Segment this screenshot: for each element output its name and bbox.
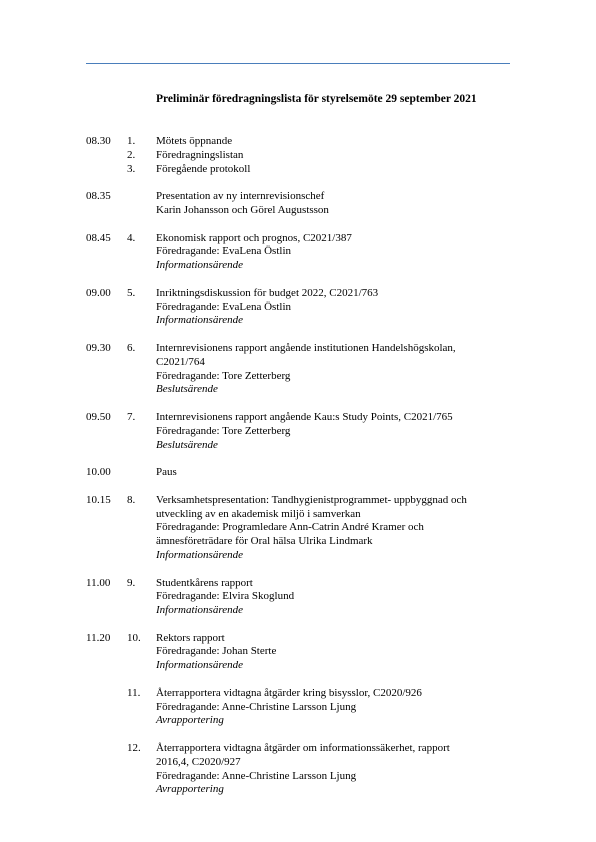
item-text: Presentation av ny internrevisionschef bbox=[156, 190, 325, 203]
item-presenter: Föredragande: EvaLena Östlin bbox=[156, 300, 292, 313]
item-number: 2. bbox=[127, 148, 136, 161]
item-time: 10.15 bbox=[86, 493, 111, 506]
agenda-item bbox=[86, 342, 516, 397]
item-time: 08.45 bbox=[86, 231, 111, 244]
item-time: 08.30 bbox=[86, 135, 111, 147]
item-presenter: Föredragande: Programledare Ann-Catrin André Kramer och bbox=[156, 521, 424, 534]
item-time: 10.00 bbox=[86, 466, 111, 479]
item-number: 7. bbox=[127, 410, 136, 423]
header-rule bbox=[86, 63, 510, 64]
item-text: Inriktningsdiskussion för budget 2022, C2021/763 bbox=[156, 286, 379, 299]
agenda-subitem bbox=[127, 135, 516, 149]
item-text: utveckling av en akademisk miljö i samverkan bbox=[156, 507, 361, 520]
agenda-item bbox=[86, 687, 516, 728]
item-text: Återrapportera vidtagna åtgärder om informationssäkerhet, rapport bbox=[156, 742, 450, 755]
item-text: C2021/764 bbox=[156, 355, 205, 368]
item-presenter: Föredragande: Johan Sterte bbox=[156, 645, 277, 658]
item-presenter: Föredragande: Tore Zetterberg bbox=[156, 369, 291, 382]
item-type: Beslutsärende bbox=[156, 438, 218, 451]
item-presenter: Föredragande: Elvira Skoglund bbox=[156, 590, 295, 603]
item-type: Avrapportering bbox=[156, 714, 224, 727]
agenda-item bbox=[86, 632, 516, 673]
page-title: Preliminär föredragningslista för styrelsemöte 29 september 2021 bbox=[156, 93, 477, 105]
item-number: 10. bbox=[127, 631, 141, 644]
item-text: Föregående protokoll bbox=[156, 162, 251, 175]
item-type: Informationsärende bbox=[156, 604, 243, 617]
item-text: 2016,4, C2020/927 bbox=[156, 755, 241, 768]
item-number: 6. bbox=[127, 341, 136, 354]
item-time: 09.00 bbox=[86, 286, 111, 299]
item-text: Studentkårens rapport bbox=[156, 576, 253, 589]
item-text: Mötets öppnande bbox=[156, 135, 233, 147]
agenda-item bbox=[86, 232, 516, 273]
agenda-item bbox=[86, 742, 516, 797]
item-text: Föredragningslistan bbox=[156, 148, 244, 161]
item-number: 3. bbox=[127, 162, 136, 175]
agenda-item bbox=[86, 135, 516, 176]
item-type: Beslutsärende bbox=[156, 383, 218, 396]
agenda-list bbox=[86, 135, 516, 811]
item-presenter: Föredragande: Tore Zetterberg bbox=[156, 424, 291, 437]
item-time: 09.50 bbox=[86, 410, 111, 423]
item-presenter: ämnesföreträdare för Oral hälsa Ulrika Lindmark bbox=[156, 535, 373, 548]
item-time: 11.20 bbox=[86, 631, 111, 644]
item-type: Informationsärende bbox=[156, 659, 243, 672]
item-presenter: Föredragande: Anne-Christine Larsson Ljung bbox=[156, 769, 357, 782]
item-time: 08.35 bbox=[86, 190, 111, 203]
item-type: Avrapportering bbox=[156, 783, 224, 796]
agenda-subitem bbox=[127, 162, 516, 177]
agenda-item bbox=[86, 466, 516, 480]
item-time: 11.00 bbox=[86, 576, 111, 589]
item-number: 5. bbox=[127, 286, 136, 299]
item-text: Internrevisionens rapport angående institutionen Handelshögskolan, bbox=[156, 341, 456, 354]
item-presenter: Föredragande: Anne-Christine Larsson Ljung bbox=[156, 700, 357, 713]
item-type: Informationsärende bbox=[156, 548, 243, 561]
item-number: 4. bbox=[127, 231, 136, 244]
item-text: Internrevisionens rapport angående Kau:s Study Points, C2021/765 bbox=[156, 410, 453, 423]
item-type: Informationsärende bbox=[156, 259, 243, 272]
agenda-item bbox=[86, 494, 516, 563]
item-type: Informationsärende bbox=[156, 314, 243, 327]
item-number: 1. bbox=[127, 135, 136, 147]
item-number: 11. bbox=[127, 686, 141, 699]
agenda-item bbox=[86, 577, 516, 618]
agenda-item bbox=[86, 287, 516, 328]
agenda-item bbox=[86, 190, 516, 218]
agenda-item bbox=[86, 411, 516, 452]
item-text: Paus bbox=[156, 466, 177, 479]
item-text: Ekonomisk rapport och prognos, C2021/387 bbox=[156, 231, 352, 244]
item-text: Rektors rapport bbox=[156, 631, 225, 644]
item-number: 8. bbox=[127, 493, 136, 506]
agenda-subitem bbox=[127, 148, 516, 163]
item-number: 12. bbox=[127, 742, 141, 755]
item-time: 09.30 bbox=[86, 341, 111, 354]
item-presenter: Karin Johansson och Görel Augustsson bbox=[156, 203, 329, 216]
item-text: Återrapportera vidtagna åtgärder kring bisysslor, C2020/926 bbox=[156, 686, 422, 699]
item-text: Verksamhetspresentation: Tandhygienistprogrammet- uppbyggnad och bbox=[156, 493, 467, 506]
item-number: 9. bbox=[127, 576, 136, 589]
item-presenter: Föredragande: EvaLena Östlin bbox=[156, 245, 292, 258]
